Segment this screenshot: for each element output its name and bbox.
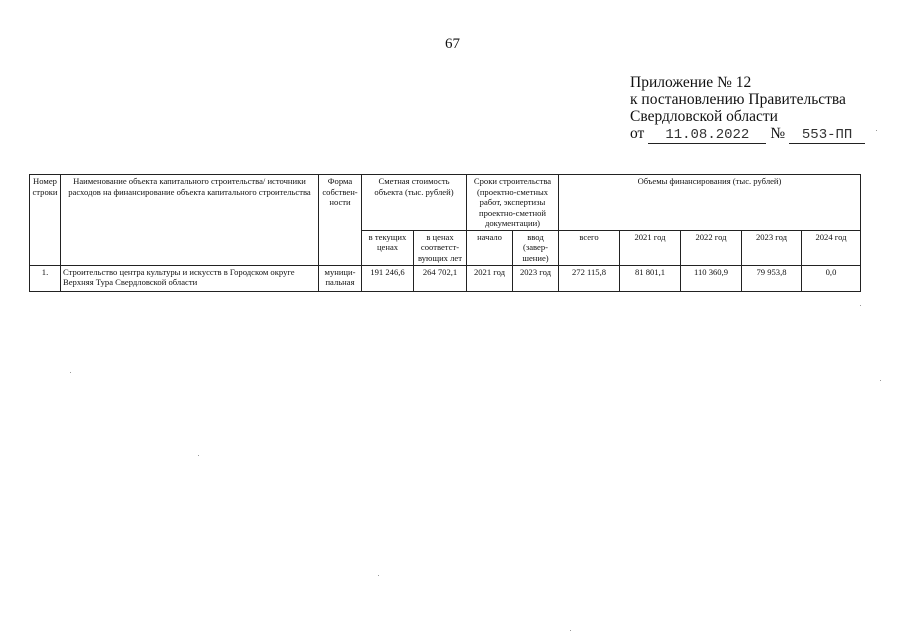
- header-estimated-cost: Сметная стоимость объекта (тыс. рублей): [362, 175, 467, 231]
- page-number: 67: [445, 36, 460, 52]
- row-number: 1.: [30, 265, 61, 291]
- row-2023: 79 953,8: [742, 265, 802, 291]
- row-current-prices: 191 246,6: [362, 265, 414, 291]
- appendix-region: Свердловской области: [630, 108, 778, 125]
- header-object-name: Наименование объекта капитального строительства/ источники расходов на финансирование объекта капитального строительства: [61, 175, 319, 266]
- appendix-title: Приложение № 12: [630, 74, 752, 91]
- financing-table: [29, 174, 861, 292]
- table-row: [30, 265, 861, 291]
- header-financing-volumes: Объемы финансирования (тыс. рублей): [559, 175, 861, 231]
- header-2022: 2022 год: [681, 230, 742, 265]
- date-prefix: от: [630, 125, 645, 142]
- appendix-resolution: к постановлению Правительства: [630, 91, 846, 108]
- row-object-name: Строительство центра культуры и искусств в Городском округе Верхняя Тура Свердловской области: [61, 265, 319, 291]
- scan-speck: [378, 575, 379, 576]
- header-completion: ввод (завер-шение): [513, 230, 559, 265]
- header-start: начало: [467, 230, 513, 265]
- scan-speck: [880, 380, 881, 381]
- scan-speck: [198, 455, 199, 456]
- header-construction-period: Сроки строительства (проектно-сметных работ, экспертизы проектно-сметной документации): [467, 175, 559, 231]
- header-row-number: Номер строки: [30, 175, 61, 266]
- row-ownership: муници-пальная: [319, 265, 362, 291]
- row-corresponding-prices: 264 702,1: [414, 265, 467, 291]
- row-2022: 110 360,9: [681, 265, 742, 291]
- row-2021: 81 801,1: [620, 265, 681, 291]
- header-current-prices: в текущих ценах: [362, 230, 414, 265]
- row-total: 272 115,8: [559, 265, 620, 291]
- number-prefix: №: [770, 125, 786, 142]
- resolution-date: 11.08.2022: [648, 128, 766, 144]
- scan-speck: [860, 305, 861, 306]
- resolution-number: 553-ПП: [789, 128, 865, 144]
- appendix-block: [630, 74, 865, 144]
- row-2024: 0,0: [802, 265, 861, 291]
- scan-speck: [570, 630, 571, 631]
- header-total: всего: [559, 230, 620, 265]
- scan-speck: [876, 130, 877, 131]
- header-2024: 2024 год: [802, 230, 861, 265]
- header-ownership-form: Форма собствен-ности: [319, 175, 362, 266]
- row-completion: 2023 год: [513, 265, 559, 291]
- appendix-date-line: [630, 125, 865, 144]
- scan-speck: [70, 372, 71, 373]
- header-row-1: [30, 175, 861, 231]
- row-start: 2021 год: [467, 265, 513, 291]
- header-corresponding-prices: в ценах соответст-вующих лет: [414, 230, 467, 265]
- header-2023: 2023 год: [742, 230, 802, 265]
- header-2021: 2021 год: [620, 230, 681, 265]
